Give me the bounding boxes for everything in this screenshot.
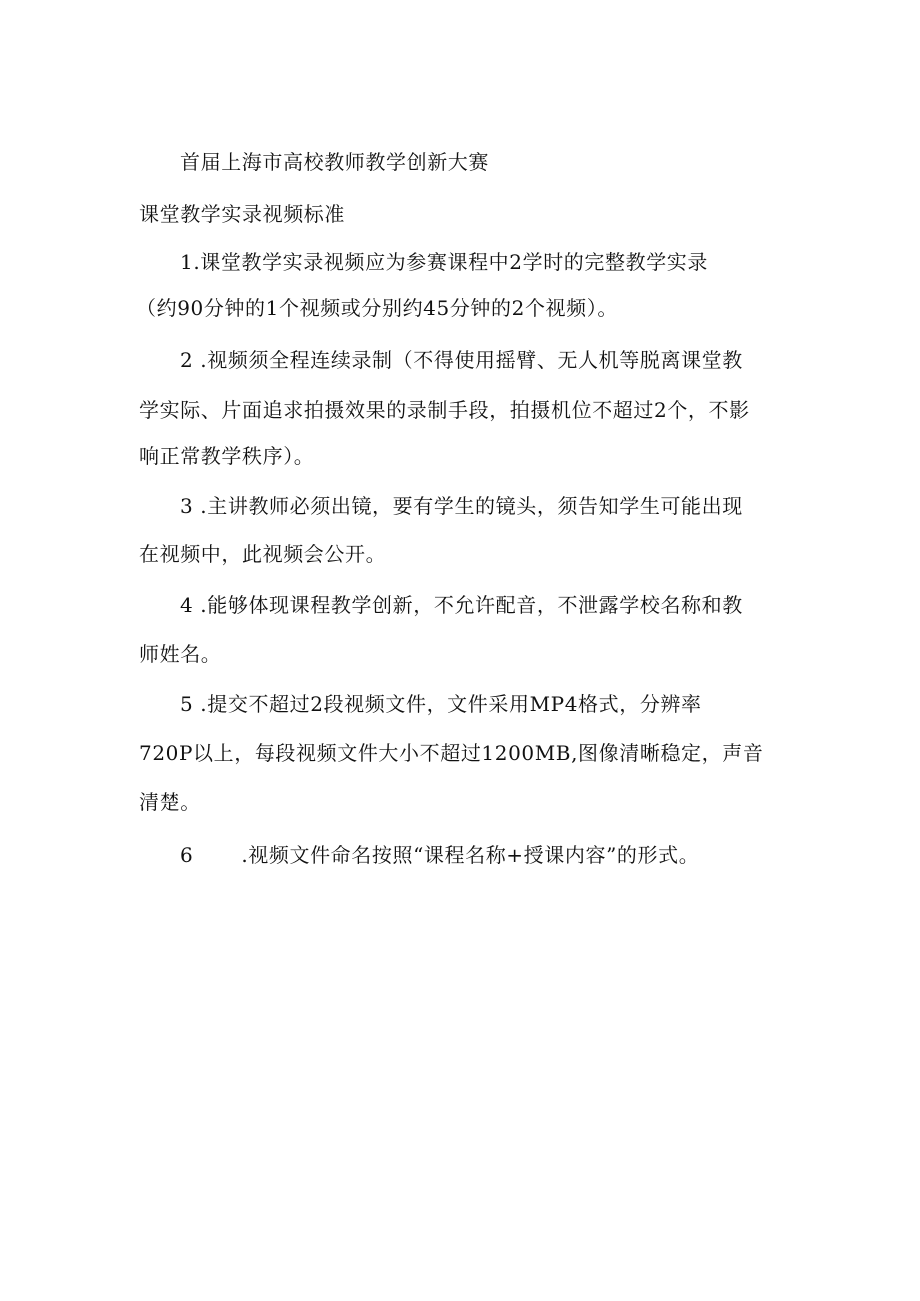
item-5-line-3: 清楚。 [139,790,201,814]
item-4-line-1: 4 .能够体现课程教学创新，不允许配音，不泄露学校名称和教 [180,593,743,617]
document-heading: 首届上海市高校教师教学创新大赛 [180,150,489,174]
item-3-line-2: 在视频中，此视频会公开。 [139,542,387,566]
item-1-line-2: （约90分钟的1个视频或分别约45分钟的2个视频）。 [136,296,618,320]
item-4-line-2: 师姓名。 [139,642,222,666]
item-2-line-2: 学实际、片面追求拍摄效果的录制手段，拍摄机位不超过2个，不影 [139,398,750,422]
item-5-line-1: 5 .提交不超过2段视频文件，文件采用MP4格式，分辨率 [180,692,702,716]
document-subheading: 课堂教学实录视频标准 [139,202,345,226]
item-3-line-1: 3 .主讲教师必须出镜，要有学生的镜头，须告知学生可能出现 [180,494,743,518]
item-2-line-3: 响正常教学秩序）。 [139,444,315,468]
item-2-line-1: 2 .视频须全程连续录制（不得使用摇臂、无人机等脱离课堂教 [180,348,743,372]
item-1-line-1: 1.课堂教学实录视频应为参赛课程中2学时的完整教学实录 [180,250,709,274]
item-5-line-2: 720P以上，每段视频文件大小不超过1200MB,图像清晰稳定，声音 [139,741,764,765]
item-6-text: .视频文件命名按照“课程名称+授课内容”的形式。 [241,843,700,867]
item-6-line-1 [180,841,699,869]
item-6-number: 6 [180,843,194,867]
